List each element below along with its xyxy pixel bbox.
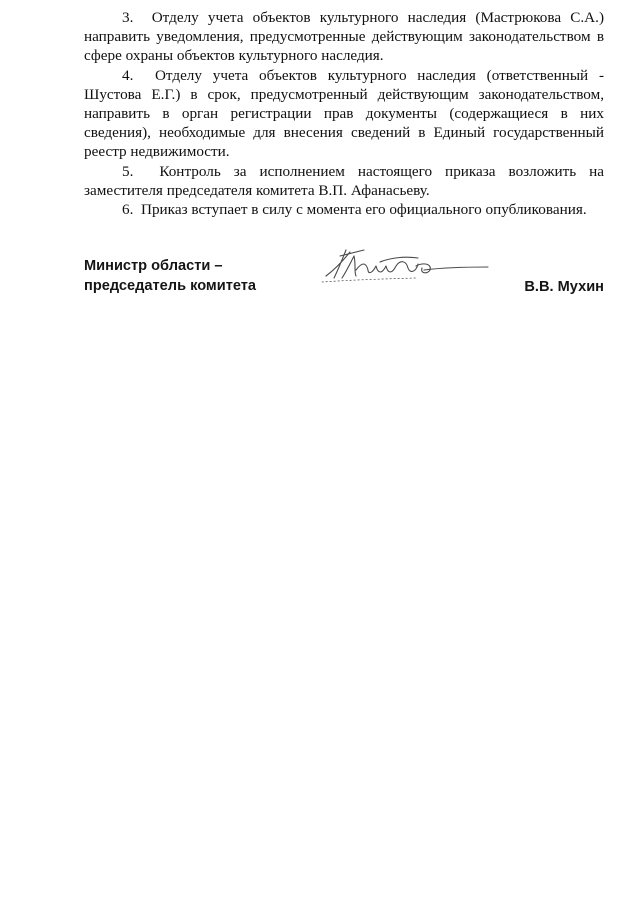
handwritten-signature — [320, 248, 500, 288]
paragraph-text: Приказ вступает в силу с момента его официального опубликования. — [140, 201, 587, 219]
paragraph-5 — [84, 162, 604, 200]
document-body — [84, 8, 604, 219]
paragraph-number: 4. — [122, 66, 134, 84]
signatory-title — [84, 256, 256, 296]
signatory-title-line2: председатель комитета — [84, 278, 257, 294]
paragraph-text: Отделу учета объектов культурного наследия (ответственный - Шустова Е.Г.) в срок, предусмотренный действующим законодательством, направить в орган регистрации прав документы (содержащиеся в них сведения), необходимые для внесения сведений в Единый государственный реестр недвижимости. — [84, 66, 604, 161]
paragraph-text: Отделу учета объектов культурного наследия (Мастрюкова С.А.) направить уведомления, предусмотренные действующим законодательством в сфере охраны объектов культурного наследия. — [84, 9, 605, 65]
paragraph-3 — [84, 8, 604, 66]
paragraph-4 — [84, 66, 604, 162]
paragraph-number: 5. — [122, 162, 134, 180]
paragraph-6 — [84, 200, 604, 219]
paragraph-number: 3. — [122, 9, 134, 26]
signature-block — [84, 256, 604, 306]
paragraph-text: Контроль за исполнением настоящего приказа возложить на заместителя председателя комитета В.П. Афанасьеву. — [84, 162, 604, 199]
signatory-title-line1: Министр области – — [84, 258, 223, 274]
signatory-name: В.В. Мухин — [524, 279, 604, 295]
paragraph-number: 6. — [122, 201, 134, 219]
